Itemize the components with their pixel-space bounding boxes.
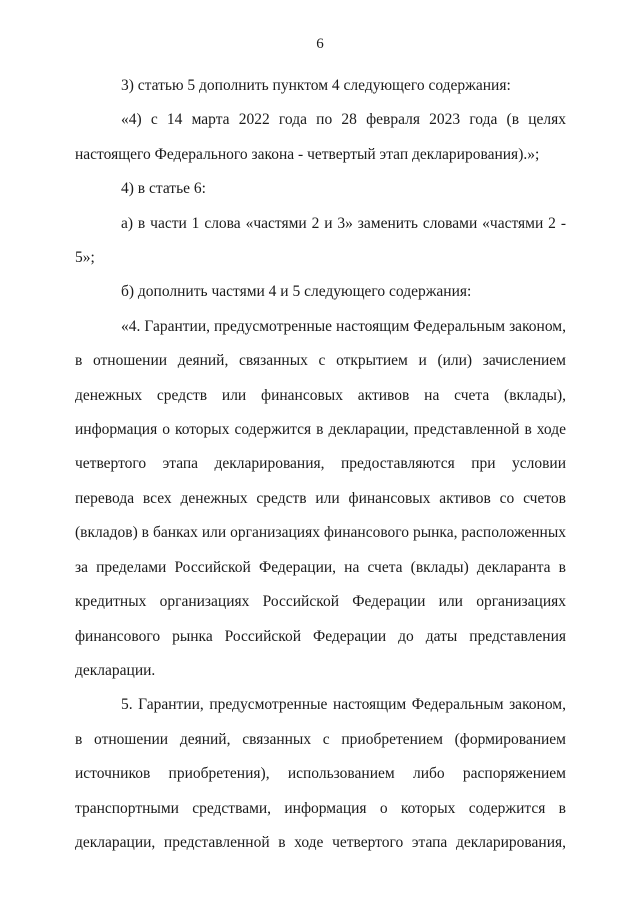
paragraph-fourth-stage-dates: «4) с 14 марта 2022 года по 28 февраля 2023 года (в целях настоящего Федерального закона - четвертый этап декларирования).»; xyxy=(75,111,566,163)
paragraph-article-6: 4) в статье 6: xyxy=(121,180,206,198)
page-number: 6 xyxy=(316,36,324,52)
paragraph-amend-article-5: 3) статью 5 дополнить пунктом 4 следующего содержания: xyxy=(121,77,511,94)
paragraph-add-parts-4-5: б) дополнить частями 4 и 5 следующего содержания: xyxy=(121,283,472,301)
paragraph-guarantee-5: 5. Гарантии, предусмотренные настоящим Федеральным законом, в отношении деяний, связанных с приобретением (формированием источников приобретения), использованием либо распоряжением транспортными средствами, информация о которых содержится в декларации, представленной в ходе четвертого этапа декларирования, xyxy=(75,696,566,851)
paragraph-part-1-replace: а) в части 1 слова «частями 2 и 3» заменить словами «частями 2 - 5»; xyxy=(75,214,566,267)
paragraph-guarantee-4: «4. Гарантии, предусмотренные настоящим Федеральным законом, в отношении деяний, связанных с открытием и (или) зачислением денежных средств или финансовых активов на счета (вклады), информация о которых содержится в декларации, представленной в ходе четвертого этапа декларирования, предоставляются при условии перевода всех денежных средств или финансовых активов со счетов (вкладов) в банках или организациях финансового рынка, расположенных за пределами Российской Федерации, на счета (вклады) декларанта в кредитных организациях Российской Федерации или организациях финансового рынка Российской Федерации до даты представления декларации. xyxy=(75,317,566,679)
document-body xyxy=(75,69,566,860)
